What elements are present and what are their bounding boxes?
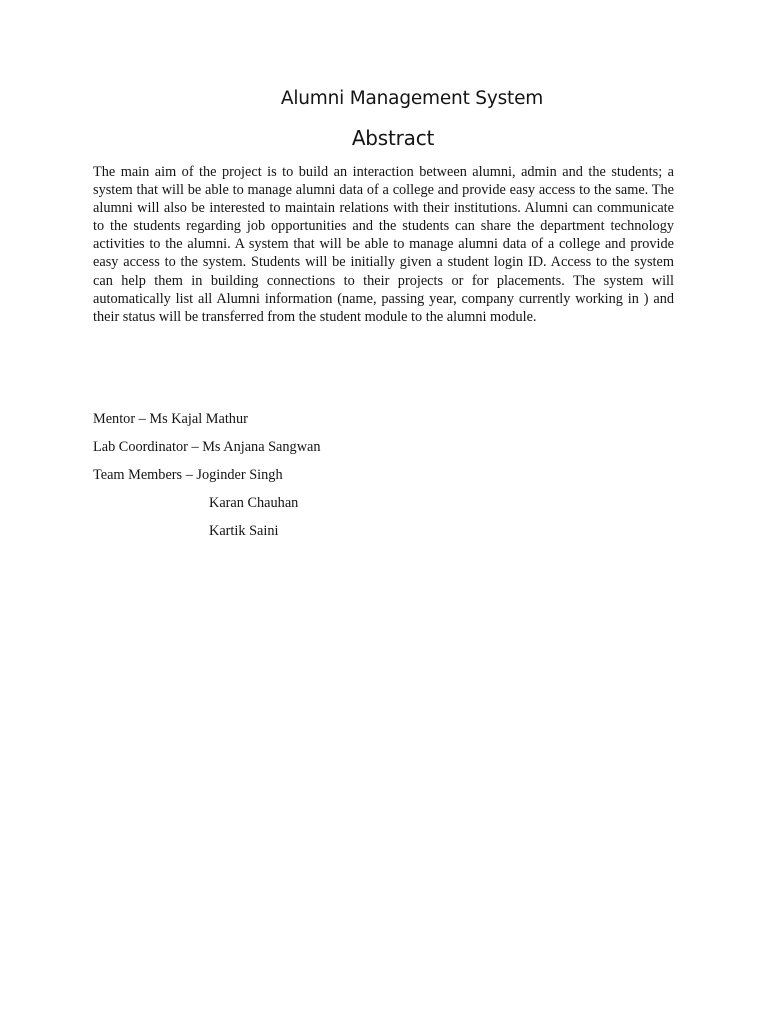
lab-coordinator-line: Lab Coordinator – Ms Anjana Sangwan <box>93 439 321 455</box>
section-heading-abstract: Abstract <box>351 126 435 150</box>
team-member-name: Karan Chauhan <box>209 495 299 511</box>
document-title: Alumni Management System <box>280 88 544 109</box>
team-members-line: Team Members – Joginder Singh <box>93 467 283 483</box>
credits-block <box>93 409 321 549</box>
team-member-name: Kartik Saini <box>209 523 279 539</box>
mentor-line: Mentor – Ms Kajal Mathur <box>93 411 248 427</box>
abstract-paragraph: The main aim of the project is to build an interaction between alumni, admin and the students; a system that will be able to manage alumni data of a college and provide easy access to the same. The alumni will also be interested to maintain relations with their institutions. Alumni can communicate to the students regarding job opportunities and the students can share the department technology activities to the alumni. A system that will be able to manage alumni data of a college and provide easy access to the system. Students will be initially given a student login ID. Access to the system can help them in building connections to their projects or for placements. The system will automatically list all Alumni information (name, passing year, company currently working in ) and their status will be transferred from the student module to the alumni module. <box>93 164 674 325</box>
